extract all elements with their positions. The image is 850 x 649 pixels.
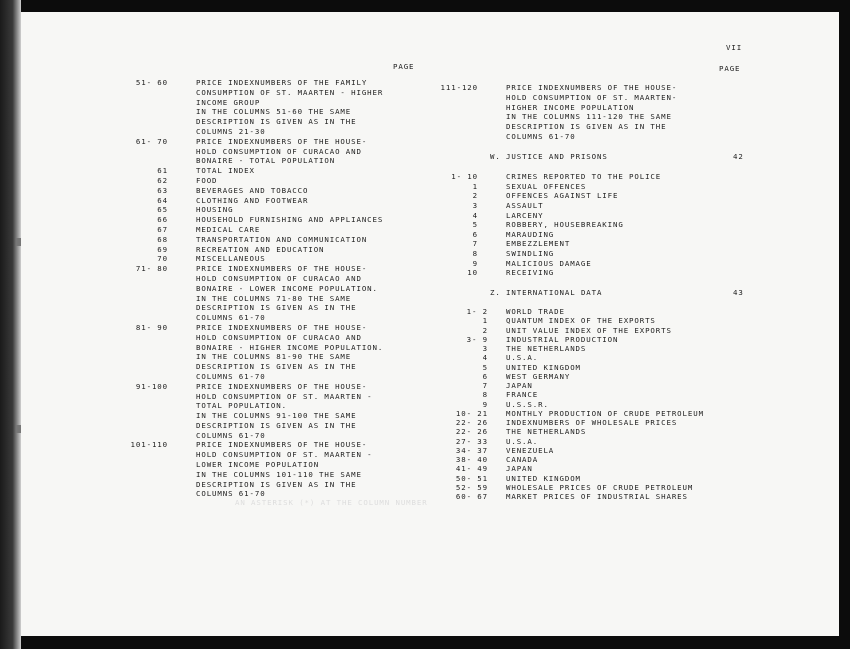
entry-description: MALICIOUS DAMAGE [506,258,592,268]
bleed-through-text: AN ASTERISK (*) AT THE COLUMN NUMBER [235,498,428,507]
column-number: 61- 70 [135,136,168,146]
entry-description: HOLD CONSUMPTION OF CURACAO AND [196,273,362,283]
column-number: 5 [482,362,488,372]
column-number: 61 [157,166,168,176]
entry-description: WHOLESALE PRICES OF CRUDE PETROLEUM [506,482,694,492]
entry-description: BONAIRE - TOTAL POPULATION [196,156,336,166]
index-entry-line [410,446,740,455]
entry-description: CRIMES REPORTED TO THE POLICE [506,172,662,181]
column-number: 9 [472,258,478,268]
entry-description: HOLD CONSUMPTION OF ST. MAARTEN - [196,391,373,401]
entry-description: HOLD CONSUMPTION OF ST. MAARTEN - [196,450,373,460]
index-entry-line [410,103,730,113]
entry-description: IN THE COLUMNS 101-110 THE SAME [196,469,362,479]
entry-description: TOTAL INDEX [196,166,255,176]
binding-mark [16,238,21,246]
entry-description: U.S.S.R. [506,399,549,409]
column-number: 60- 67 [455,492,488,501]
entry-description: CLOTHING AND FOOTWEAR [196,195,309,205]
index-entry-line [100,362,420,372]
index-entry-line [410,172,730,182]
roman-page-number: VII [726,43,743,52]
index-entry-line [410,400,740,409]
column-number: 1 [482,316,488,326]
index-entry-line [410,409,740,418]
column-number: 4 [472,210,478,220]
index-entry-line [410,259,730,269]
index-entry-line [100,156,420,166]
entry-description: PRICE INDEXNUMBERS OF THE HOUSE- [196,322,368,332]
index-entry-line [100,333,420,343]
book-spine-shadow [0,0,21,649]
entry-description: PRICE INDEXNUMBERS OF THE HOUSE- [196,136,368,146]
section-z-page: 43 [733,288,744,297]
index-entry-line [100,431,420,441]
index-entry-line [410,239,730,249]
entry-description: PRICE INDEXNUMBERS OF THE FAMILY [196,78,368,87]
entry-description: DESCRIPTION IS GIVEN AS IN THE [196,479,357,489]
entry-description: UNITED KINGDOM [506,473,581,483]
entry-description: LOWER INCOME POPULATION [196,460,320,470]
entry-description: IN THE COLUMNS 71-80 THE SAME [196,293,352,303]
entry-description: COLUMNS 21-30 [196,126,266,136]
index-entry-line [410,112,730,122]
index-entry-line [100,440,420,450]
index-entry-line [410,230,730,240]
entry-description: MARAUDING [506,229,555,239]
entry-description: INDUSTRIAL PRODUCTION [506,334,619,344]
section-w-title: W. JUSTICE AND PRISONS [490,152,608,161]
entry-description: WEST GERMANY [506,371,571,381]
entry-description: CONSUMPTION OF ST. MAARTEN - HIGHER [196,87,384,97]
index-entry-line [100,274,420,284]
index-entry-line [100,294,420,304]
entry-description: WORLD TRADE [506,307,565,316]
entry-description: MARKET PRICES OF INDUSTRIAL SHARES [506,492,688,501]
column-number: 51- 60 [135,78,168,87]
entry-description: INCOME GROUP [196,97,261,107]
entry-description: RECREATION AND EDUCATION [196,244,325,254]
index-entry-line [410,372,740,381]
entry-description: EMBEZZLEMENT [506,239,571,249]
index-entry-line [410,326,740,335]
entry-description: COLUMNS 61-70 [196,371,266,381]
justice-list [410,172,730,278]
entry-description: U.S.A. [506,436,539,446]
index-entry-line [100,401,420,411]
column-number: 65 [157,205,168,215]
index-entry-line [100,382,420,392]
entry-description: HOLD CONSUMPTION OF CURACAO AND [196,146,362,156]
column-number: 2 [472,191,478,201]
column-number: 91-100 [135,381,168,391]
entry-description: SEXUAL OFFENCES [506,181,587,191]
entry-description: HOUSEHOLD FURNISHING AND APPLIANCES [196,215,384,225]
index-entry-line [100,98,420,108]
index-entry-line [100,264,420,274]
index-entry-line [410,474,740,483]
index-entry-line [410,122,730,132]
column-number: 7 [482,381,488,390]
index-entry-line [100,88,420,98]
column-number: 22- 26 [455,427,488,437]
index-entry-line [100,127,420,137]
index-entry-line [100,303,420,313]
index-entry-line [410,427,740,436]
entry-description: U.S.A. [506,353,539,363]
entry-description: CANADA [506,455,539,464]
column-number: 4 [482,353,488,363]
index-entry-line [100,245,420,255]
entry-description: HIGHER INCOME POPULATION [506,102,635,112]
entry-description: TOTAL POPULATION. [196,401,287,411]
section-z-title: Z. INTERNATIONAL DATA [490,288,603,297]
entry-description: IN THE COLUMNS 51-60 THE SAME [196,107,352,117]
index-entry-line [410,191,730,201]
column-number: 81- 90 [135,322,168,332]
index-entry-line [100,323,420,333]
index-entry-line [410,268,730,278]
entry-description: PRICE INDEXNUMBERS OF THE HOUSE- [506,83,678,92]
entry-description: COLUMNS 61-70 [196,489,266,499]
column-number: 50- 51 [455,473,488,483]
entry-description: HOLD CONSUMPTION OF CURACAO AND [196,332,362,342]
index-entry-line [100,284,420,294]
entry-description: DESCRIPTION IS GIVEN AS IN THE [506,122,667,132]
entry-description: DESCRIPTION IS GIVEN AS IN THE [196,303,357,313]
index-entry-line [100,411,420,421]
entry-description: HOLD CONSUMPTION OF ST. MAARTEN- [506,92,678,102]
index-entry-line [100,450,420,460]
index-entry-line [100,313,420,323]
column-number: 10 [467,268,478,278]
entry-description: UNIT VALUE INDEX OF THE EXPORTS [506,325,672,335]
entry-description: MEDICAL CARE [196,224,261,234]
index-entry-line [100,166,420,176]
column-number: 41- 49 [455,464,488,474]
column-number: 27- 33 [455,436,488,446]
column-number: 38- 40 [455,455,488,464]
right-page-column-label: PAGE [719,64,741,73]
column-number: 3 [482,344,488,353]
column-number: 70 [157,254,168,264]
index-entry-line [410,93,730,103]
index-entry-line [100,147,420,157]
index-entry-line [410,455,740,464]
index-entry-line [410,201,730,211]
index-entry-line [410,418,740,427]
index-entry-line [100,489,420,499]
entry-description: JAPAN [506,464,533,474]
entry-description: TRANSPORTATION AND COMMUNICATION [196,234,368,244]
index-entry-line [100,480,420,490]
index-entry-line [410,132,730,142]
entry-description: LARCENY [506,210,544,220]
section-w-page: 42 [733,152,744,161]
entry-description: OFFENCES AGAINST LIFE [506,191,619,201]
column-number: 22- 26 [455,418,488,427]
index-entry-line [100,235,420,245]
column-number: 9 [482,399,488,409]
index-entry-line [100,215,420,225]
column-number: 63 [157,185,168,195]
entry-description: ROBBERY, HOUSEBREAKING [506,220,624,230]
index-entry-line [410,353,740,362]
index-entry-line [410,363,740,372]
index-entry-line [410,492,740,501]
column-number: 101-110 [130,440,168,450]
index-entry-line [410,381,740,390]
index-entry-line [100,372,420,382]
index-entry-line [410,211,730,221]
entry-description: DESCRIPTION IS GIVEN AS IN THE [196,420,357,430]
international-list [410,307,740,501]
entry-description: PRICE INDEXNUMBERS OF THE HOUSE- [196,264,368,274]
entry-description: FRANCE [506,390,539,400]
index-entry-line [100,343,420,353]
column-number: 71- 80 [135,264,168,274]
index-entry-line [410,483,740,492]
entry-description: COLUMNS 61-70 [506,131,576,141]
index-entry-line [410,220,730,230]
column-number: 34- 37 [455,445,488,455]
index-entry-line [100,460,420,470]
entry-description: INDEXNUMBERS OF WHOLESALE PRICES [506,418,678,427]
index-entry-line [100,352,420,362]
entry-description: JAPAN [506,381,533,390]
entry-description: THE NETHERLANDS [506,344,587,353]
column-number: 8 [472,249,478,259]
left-page-column-label: PAGE [393,62,415,71]
column-number: 52- 59 [455,482,488,492]
column-number: 8 [482,390,488,400]
entry-description: RECEIVING [506,268,555,278]
index-entry-line [410,335,740,344]
index-entry-line [410,437,740,446]
entry-description: BEVERAGES AND TOBACCO [196,185,309,195]
entry-description: MONTHLY PRODUCTION OF CRUDE PETROLEUM [506,408,704,418]
column-number: 66 [157,215,168,225]
column-number: 5 [472,220,478,230]
index-entry-line [100,107,420,117]
index-entry-line [410,464,740,473]
entry-description: COLUMNS 61-70 [196,313,266,323]
index-entry-line [100,225,420,235]
column-number: 6 [472,229,478,239]
column-number: 10- 21 [455,408,488,418]
index-entry-line [410,307,740,316]
entry-description: IN THE COLUMNS 111-120 THE SAME [506,112,672,122]
index-entry-line [100,205,420,215]
left-column-index [100,78,420,499]
index-entry-line [100,137,420,147]
column-number: 3- 9 [466,334,488,344]
index-entry-line [410,390,740,399]
entry-description: COLUMNS 61-70 [196,430,266,440]
column-number: 1- 2 [466,307,488,316]
entry-description: IN THE COLUMNS 81-90 THE SAME [196,352,352,362]
column-number: 111-120 [440,83,478,92]
index-entry-line [410,182,730,192]
index-entry-line [410,249,730,259]
index-entry-line [100,78,420,88]
column-number: 68 [157,234,168,244]
column-number: 3 [472,200,478,210]
entry-description: HOUSING [196,205,234,215]
index-entry-line [100,421,420,431]
column-number: 64 [157,195,168,205]
index-entry-line [100,254,420,264]
entry-description: DESCRIPTION IS GIVEN AS IN THE [196,117,357,127]
index-entry-line [100,196,420,206]
index-entry-line [410,83,730,93]
entry-description: THE NETHERLANDS [506,427,587,437]
column-number: 7 [472,239,478,249]
column-number: 6 [482,371,488,381]
index-entry-line [100,392,420,402]
index-entry-line [410,316,740,325]
entry-description: QUANTUM INDEX OF THE EXPORTS [506,316,656,326]
column-number: 69 [157,244,168,254]
column-number: 1 [472,181,478,191]
index-entry-line [100,117,420,127]
entry-description: BONAIRE - HIGHER INCOME POPULATION. [196,342,384,352]
column-number: 2 [482,325,488,335]
index-entry-line [100,470,420,480]
column-number: 1- 10 [451,172,478,181]
entry-description: VENEZUELA [506,445,555,455]
entry-description: UNITED KINGDOM [506,362,581,372]
entry-description: PRICE INDEXNUMBERS OF THE HOUSE- [196,440,368,450]
column-number: 67 [157,224,168,234]
entry-description: DESCRIPTION IS GIVEN AS IN THE [196,362,357,372]
entry-description: BONAIRE - LOWER INCOME POPULATION. [196,283,378,293]
right-column-top [410,83,730,142]
entry-description: SWINDLING [506,249,555,259]
column-number: 62 [157,175,168,185]
index-entry-line [100,186,420,196]
entry-description: MISCELLANEOUS [196,254,266,264]
index-entry-line [100,176,420,186]
entry-description: IN THE COLUMNS 91-100 THE SAME [196,411,357,421]
binding-mark [16,425,21,433]
entry-description: ASSAULT [506,200,544,210]
entry-description: FOOD [196,175,218,185]
entry-description: PRICE INDEXNUMBERS OF THE HOUSE- [196,381,368,391]
index-entry-line [410,344,740,353]
